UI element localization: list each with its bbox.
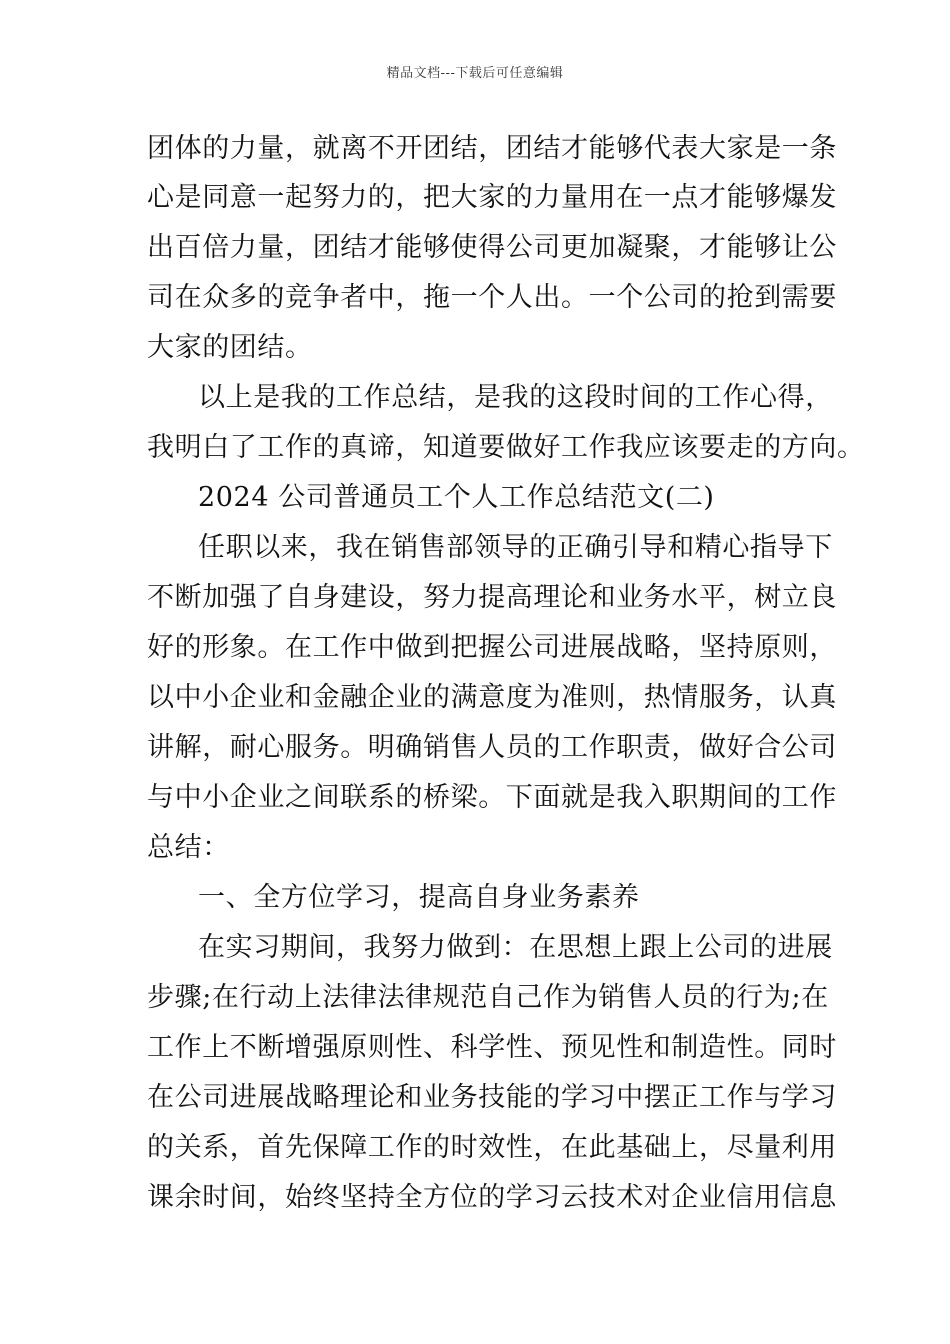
body-line: 在公司进展战略理论和业务技能的学习中摆正工作与学习 <box>147 1082 837 1113</box>
body-line: 任职以来，我在销售部领导的正确引导和精心指导下 <box>198 532 833 563</box>
body-line: 司在众多的竞争者中，拖一个人出。一个公司的抢到需要 <box>147 282 837 313</box>
body-line: 讲解，耐心服务。明确销售人员的工作职责，做好合公司 <box>147 732 837 763</box>
body-line: 以中小企业和金融企业的满意度为准则，热情服务，认真 <box>147 682 837 713</box>
body-line: 在实习期间，我努力做到：在思想上跟上公司的进展 <box>198 932 833 963</box>
subheading: 一、全方位学习，提高自身业务素养 <box>198 882 640 913</box>
body-line: 我明白了工作的真谛，知道要做好工作我应该要走的方向。 <box>147 432 865 463</box>
page-header: 精品文档---下载后可任意编辑 <box>386 66 564 81</box>
body-line: 步骤;在行动上法律法律规范自己作为销售人员的行为;在 <box>147 982 829 1013</box>
body-line: 出百倍力量，团结才能够使得公司更加凝聚，才能够让公 <box>147 232 837 263</box>
body-line: 不断加强了自身建设，努力提高理论和业务水平，树立良 <box>147 582 837 613</box>
body-line: 大家的团结。 <box>147 332 313 363</box>
body-line: 与中小企业之间联系的桥梁。下面就是我入职期间的工作 <box>147 782 837 813</box>
body-line: 课余时间，始终坚持全方位的学习云技术对企业信用信息 <box>147 1182 837 1213</box>
body-line: 好的形象。在工作中做到把握公司进展战略，坚持原则， <box>147 632 837 663</box>
body-line: 以上是我的工作总结，是我的这段时间的工作心得， <box>198 382 833 413</box>
section-title: 2024 公司普通员工个人工作总结范文(二) <box>198 482 715 513</box>
body-line: 工作上不断增强原则性、科学性、预见性和制造性。同时 <box>147 1032 837 1063</box>
body-line: 团体的力量，就离不开团结，团结才能够代表大家是一条 <box>147 133 837 164</box>
body-line: 总结： <box>147 832 230 863</box>
body-line: 的关系，首先保障工作的时效性，在此基础上，尽量利用 <box>147 1132 837 1163</box>
body-line: 心是同意一起努力的，把大家的力量用在一点才能够爆发 <box>147 182 837 213</box>
